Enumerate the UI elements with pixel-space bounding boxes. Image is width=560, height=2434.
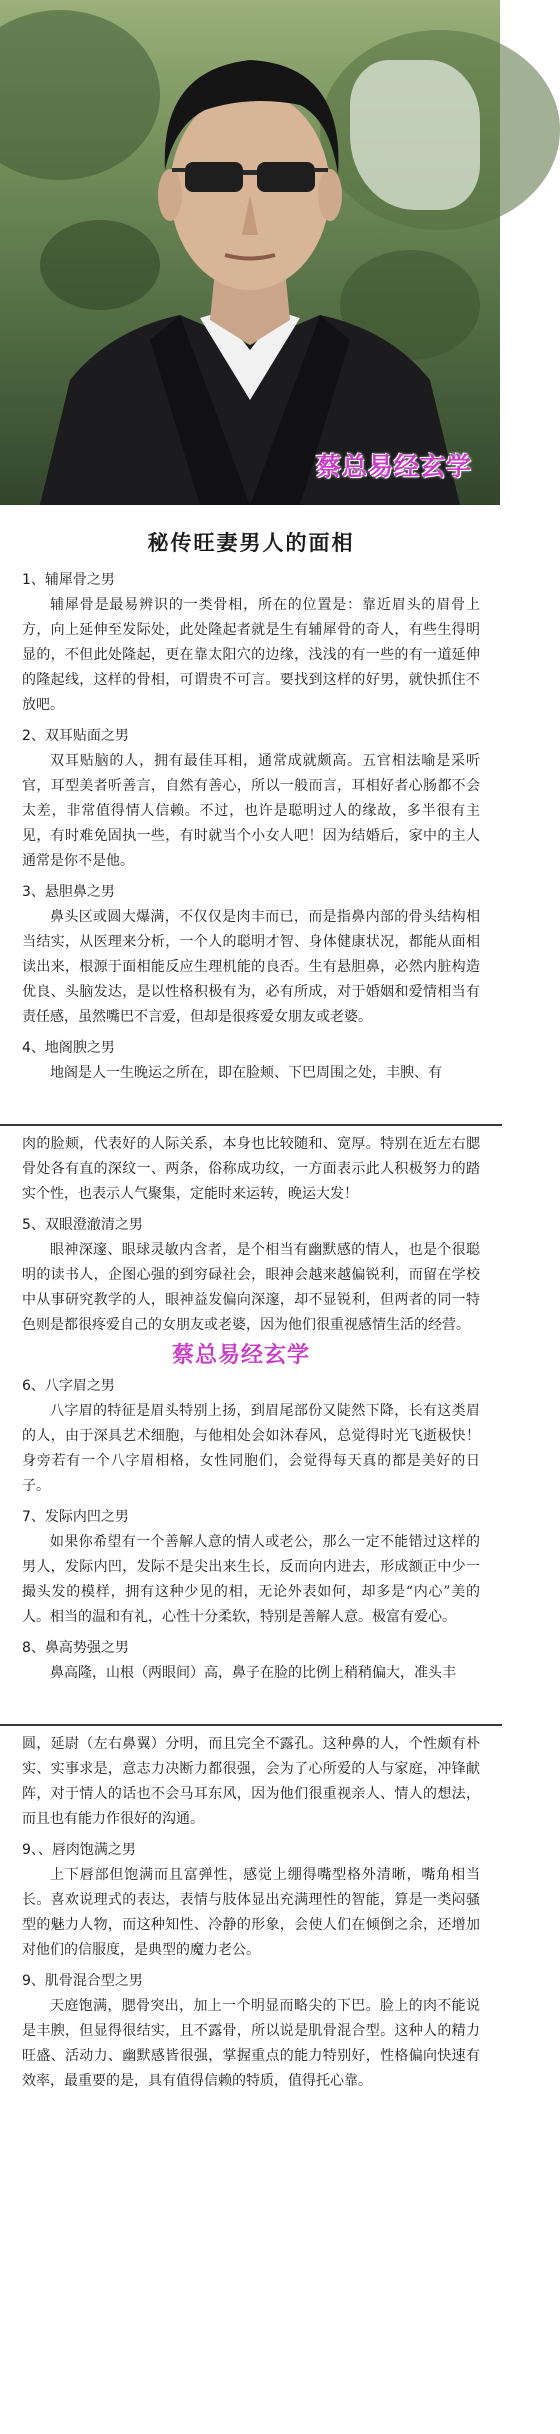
section-heading: 5、双眼澄澈清之男 [22, 1217, 143, 1233]
watermark-text: 蔡总易经玄学 [315, 452, 472, 481]
article-title: 秘传旺妻男人的面相 [147, 531, 355, 555]
article-body [0, 527, 500, 2089]
section-heading: 3、悬胆鼻之男 [22, 884, 115, 900]
section-heading: 2、双耳贴面之男 [22, 728, 129, 744]
watermark-text: 蔡总易经玄学 [172, 1343, 311, 1368]
section-heading: 9、肌骨混合型之男 [22, 1973, 143, 1989]
section-heading: 6、八字眉之男 [22, 1378, 115, 1394]
section-heading: 4、地阁腴之男 [22, 1040, 115, 1056]
section-heading: 7、发际内凹之男 [22, 1509, 129, 1525]
section-paragraph: 上下唇部但饱满而且富弹性，感觉上绷得嘴型格外清晰，嘴角相当长。喜欢说理式的表达，表情与肢体显出充满理性的智能，算是一类闷骚型的魅力人物，而这种知性、冷静的形象，会使人们在倾倒之余，还增加对他们的信服度，是典型的魔力老公。 [22, 1867, 480, 1958]
section-heading: 8、鼻高势强之男 [22, 1640, 129, 1656]
section-paragraph: 如果你希望有一个善解人意的情人或老公，那么一定不能错过这样的男人，发际内凹，发际不是尖出来生长，反而向内进去，形成额正中少一撮头发的模样，拥有这种少见的相，无论外表如何，却多是“内心”美的人。相当的温和有礼，心性十分柔软，特别是善解人意。极富有爱心。 [22, 1534, 480, 1625]
section-paragraph-continued: 肉的脸颊，代表好的人际关系，本身也比较随和、宽厚。特别在近左右腮骨处各有直的深纹一、两条，俗称成功纹，一方面表示此人积极努力的踏实个性，也表示人气聚集，定能时来运转，晚运大发！ [22, 1136, 480, 1202]
section-paragraph: 天庭饱满，腮骨突出，加上一个明显而略尖的下巴。脸上的肉不能说是丰腴，但显得很结实，且不露骨，所以说是肌骨混合型。这种人的精力旺盛、活动力、幽默感皆很强，掌握重点的能力特别好，性格偏向快速有效率，最重要的是，具有值得信赖的特质，值得托心靠。 [22, 1998, 480, 2089]
hero-photo [0, 0, 500, 505]
section-paragraph: 双耳贴脑的人，拥有最佳耳相，通常成就颇高。五官相法喻是采听官，耳型美者听善言，自然有善心，所以一般而言，耳相好者心肠都不会太差，非常值得情人信赖。不过，也许是聪明过人的缘故，多半很有主见，有时难免固执一些，有时就当个小女人吧！因为结婚后，家中的主人通常是你不是他。 [22, 753, 480, 869]
section-paragraph: 辅犀骨是最易辨识的一类骨相，所在的位置是：靠近眉头的眉骨上方，向上延伸至发际处，此处隆起者就是生有辅犀骨的奇人，有些生得明显的，不但此处隆起，更在靠太阳穴的边缘，浅浅的有一些的有一道延伸的隆起线，这样的骨相，可谓贵不可言。要找到这样的好男，就快抓住不放吧。 [22, 597, 480, 713]
section-paragraph-continued: 圆，延尉（左右鼻翼）分明，而且完全不露孔。这种鼻的人，个性颇有朴实、实事求是，意志力决断力都很强，会为了心所爱的人与家庭，冲锋献阵，对于情人的话也不会马耳东风，因为他们很重视亲人、情人的想法，而且也有能力作很好的沟通。 [22, 1736, 480, 1827]
section-paragraph: 地阁是人一生晚运之所在，即在脸颊、下巴周围之处，丰腴、有 [50, 1065, 442, 1081]
man-portrait [0, 0, 500, 505]
page-separator [0, 1124, 502, 1126]
section-paragraph: 眼神深邃、眼球灵敏内含者，是个相当有幽默感的情人，也是个很聪明的读书人，企图心强的到穷碌社会，眼神会越来越偏锐利，而留在学校中从事研究教学的人，眼神益发偏向深邃，却不显锐利，但两者的同一特色则是都很疼爱自己的女朋友或老婆，因为他们很重视感情生活的经营。 [22, 1242, 480, 1333]
section-paragraph: 鼻头区或圆大爆满，不仅仅是肉丰而已，而是指鼻内部的骨头结构相当结实，从医理来分析，一个人的聪明才智、身体健康状况，都能从面相读出来，根源于面相能反应生理机能的良否。生有悬胆鼻，必然内脏构造优良、头脑发达，是以性格积极有为，必有所成，对于婚姻和爱情相当有责任感，虽然嘴巴不言爱，但却是很疼爱女朋友或老婆。 [22, 909, 480, 1025]
section-heading: 9、、唇肉饱满之男 [22, 1842, 136, 1858]
section-paragraph: 八字眉的特征是眉头特别上扬，到眉尾部份又陡然下降，长有这类眉的人，由于深具艺术细胞，与他相处会如沐春风，总觉得时光飞逝极快！身旁若有一个八字眉相格，女性同胞们，会觉得每天真的都是美好的日子。 [22, 1403, 480, 1494]
page-separator [0, 1724, 502, 1726]
section-heading: 1、辅犀骨之男 [22, 572, 115, 588]
inline-watermark [22, 1336, 480, 1372]
section-paragraph: 鼻高隆，山根（两眼间）高，鼻子在脸的比例上稍稍偏大，准头丰 [50, 1665, 456, 1681]
